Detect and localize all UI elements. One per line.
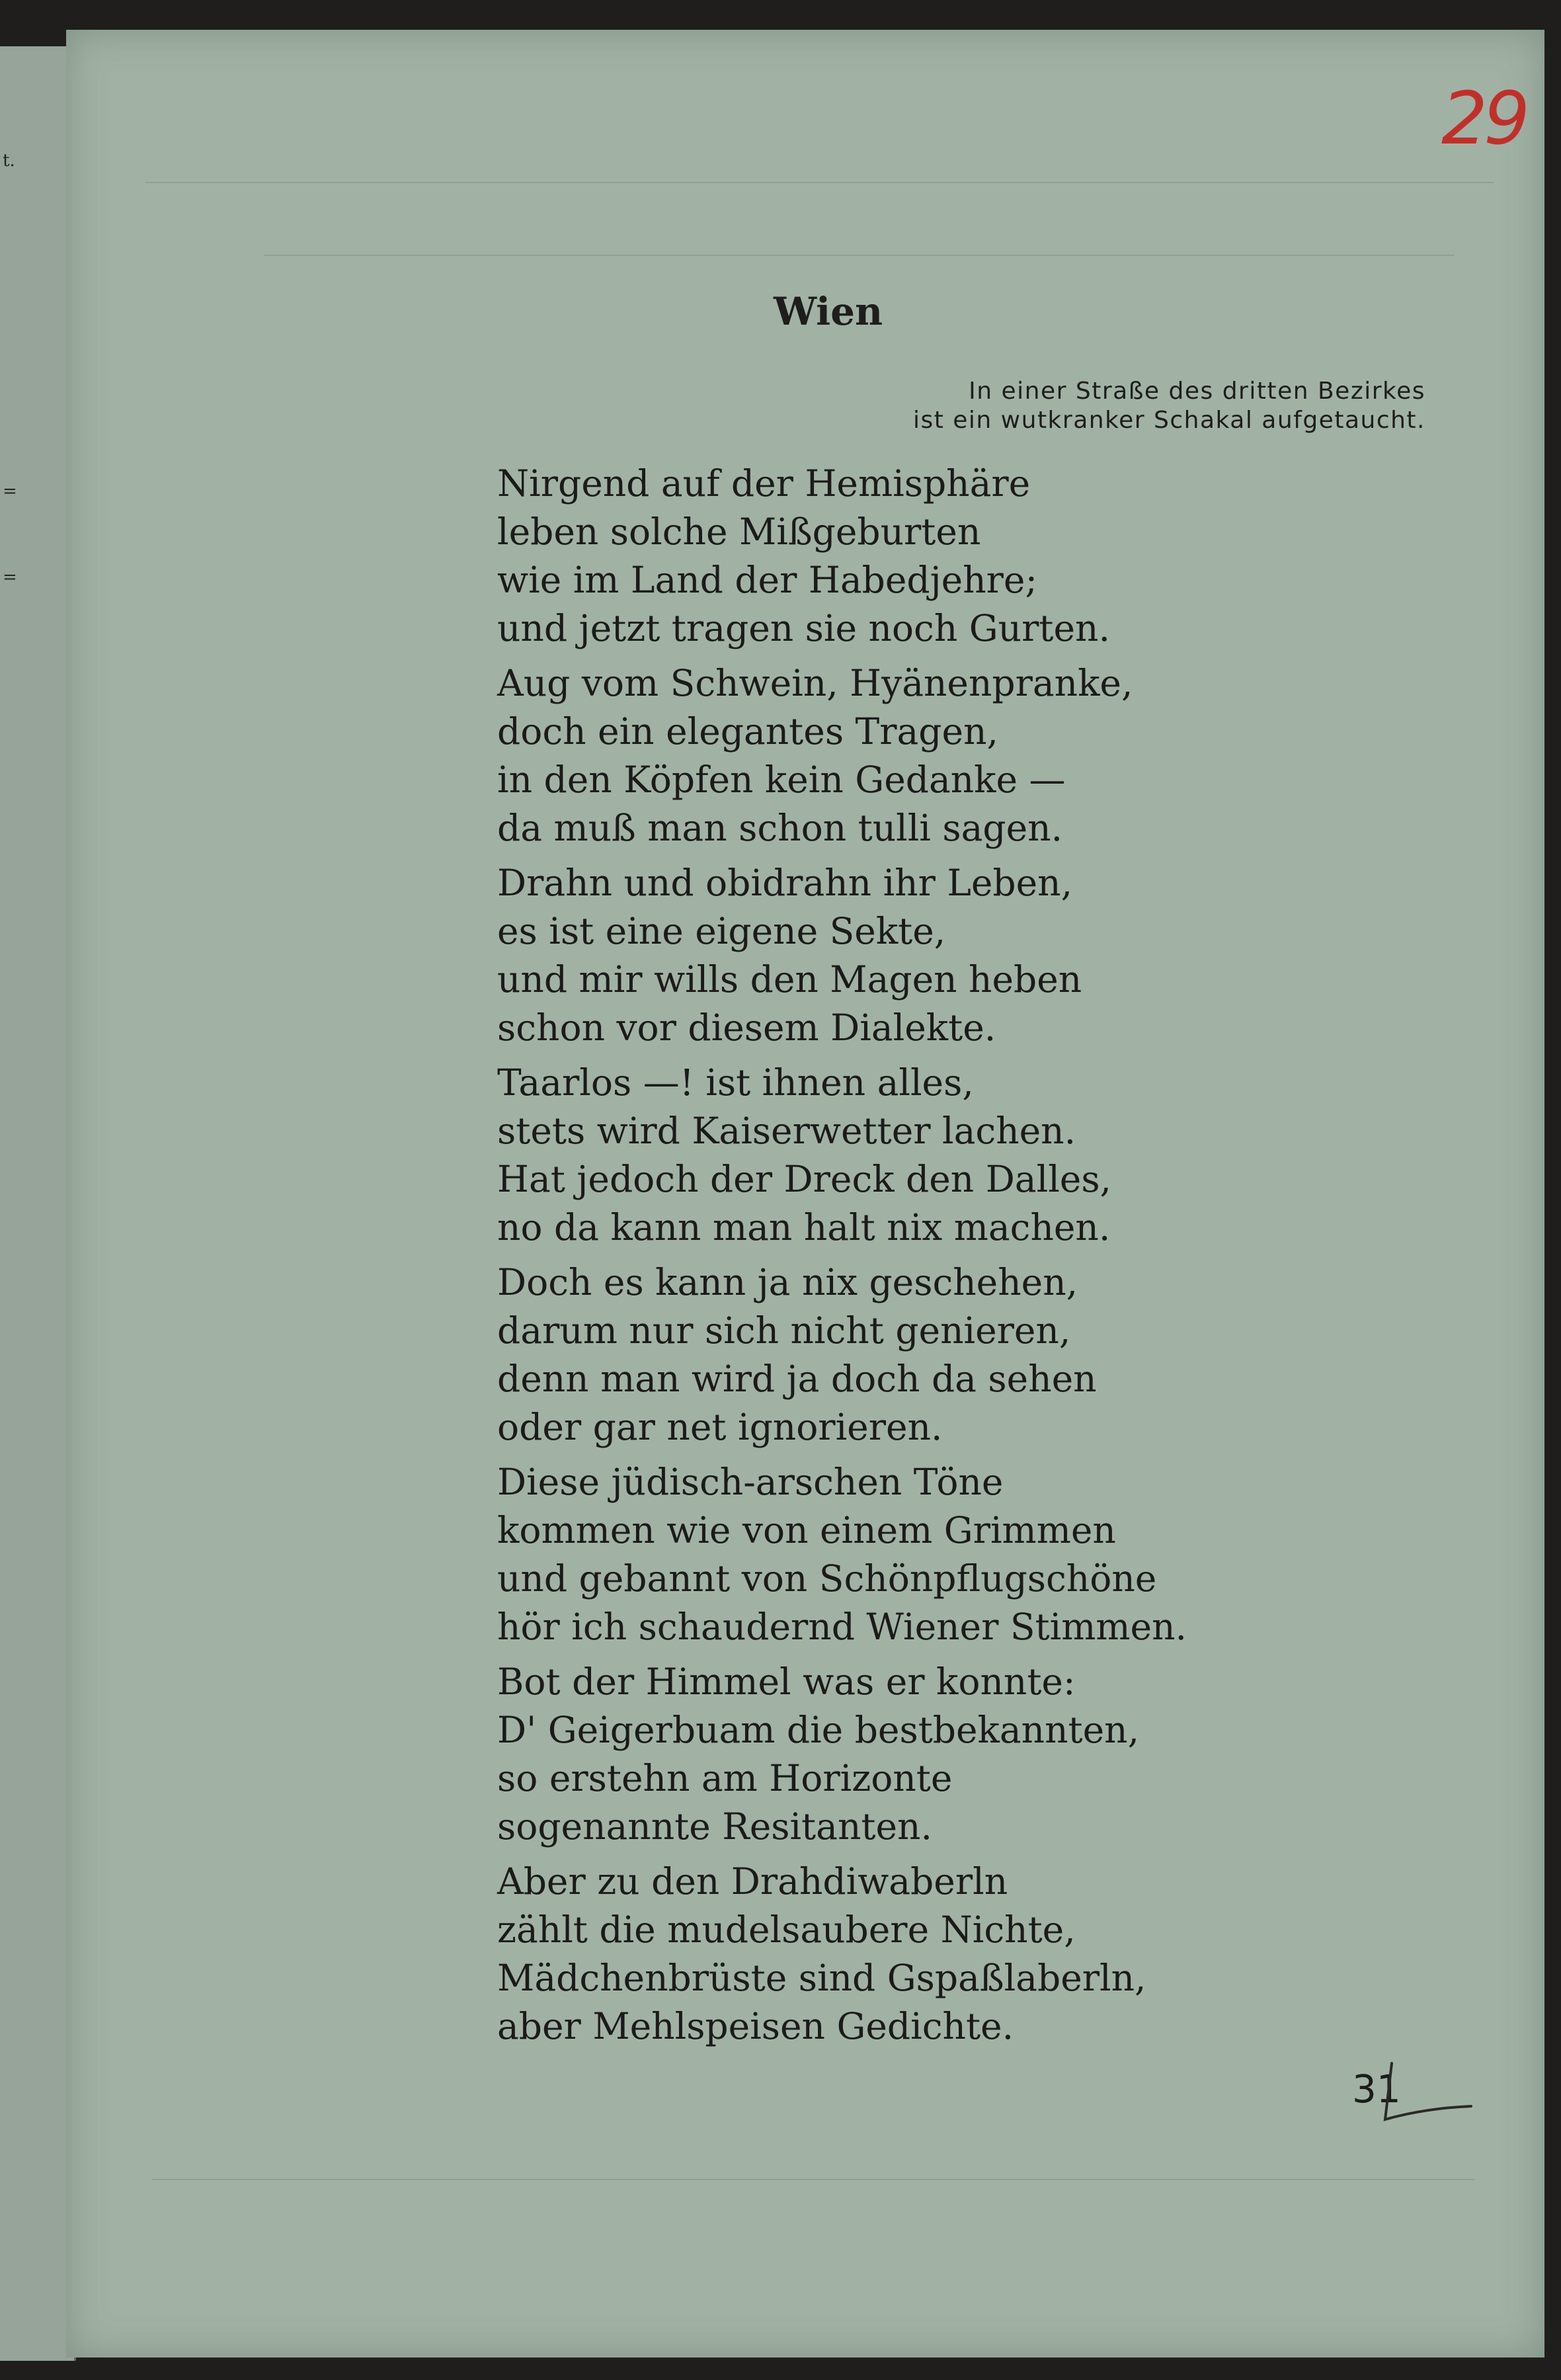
stanza <box>497 1458 1357 1651</box>
verse-line: und jetzt tragen sie noch Gurten. <box>497 607 1110 649</box>
verse-line: wie im Land der Habedjehre; <box>497 559 1037 601</box>
verse-line: sogenannte Resitanten. <box>497 1805 932 1848</box>
verse-line: Hat jedoch der Dreck den Dalles, <box>497 1158 1112 1200</box>
verse-line: schon vor diesem Dialekte. <box>497 1006 996 1049</box>
show-through-rule <box>264 255 1455 256</box>
dedication-line: In einer Straße des dritten Bezirkes <box>969 378 1425 405</box>
handwritten-folio-number: 29 <box>1441 76 1526 161</box>
verse-line: in den Köpfen kein Gedanke — <box>497 759 1066 801</box>
verse-line: kommen wie von einem Grimmen <box>497 1509 1116 1551</box>
verse-line: Nirgend auf der Hemisphäre <box>497 462 1031 505</box>
verse-line: hör ich schaudernd Wiener Stimmen. <box>497 1606 1187 1648</box>
page-number: 31 <box>1352 2067 1401 2112</box>
show-through-rule <box>145 182 1494 183</box>
verse-line: zählt die mudelsaubere Nichte, <box>497 1908 1076 1951</box>
verse-line: aber Mehlspeisen Gedichte. <box>497 2005 1014 2047</box>
verse-line: Aber zu den Drahdiwaberln <box>497 1860 1008 1903</box>
verse-line: Bot der Himmel was er konnte: <box>497 1661 1076 1703</box>
verse-line: Drahn und obidrahn ihr Leben, <box>497 862 1073 904</box>
margin-mark: = <box>3 567 17 587</box>
stanza <box>497 1258 1357 1452</box>
book-page <box>66 30 1544 2358</box>
verse-line: Doch es kann ja nix geschehen, <box>497 1261 1078 1303</box>
pencil-annotation-stroke <box>1365 2057 1478 2129</box>
previous-page-edge <box>0 46 76 2361</box>
verse-line: darum nur sich nicht genieren, <box>497 1309 1071 1352</box>
poem-body <box>497 460 1357 2057</box>
verse-line: D' Geigerbuam die bestbekannten, <box>497 1709 1140 1751</box>
poem-dedication <box>913 377 1425 435</box>
stanza <box>497 1858 1357 2051</box>
verse-line: denn man wird ja doch da sehen <box>497 1358 1097 1400</box>
poem-title: Wien <box>774 289 883 334</box>
verse-line: Mädchenbrüste sind Gspaßlaberln, <box>497 1957 1146 1999</box>
verse-line: doch ein elegantes Tragen, <box>497 710 998 753</box>
verse-line: so erstehn am Horizonte <box>497 1757 953 1799</box>
stanza <box>497 460 1357 653</box>
dedication-line: ist ein wutkranker Schakal aufgetaucht. <box>912 407 1425 434</box>
stanza <box>497 859 1357 1052</box>
verse-line: es ist eine eigene Sekte, <box>497 910 946 952</box>
stanza <box>497 659 1357 852</box>
verse-line: stets wird Kaiserwetter lachen. <box>497 1110 1076 1152</box>
verse-line: Diese jüdisch-arschen Töne <box>497 1461 1004 1503</box>
verse-line: und gebannt von Schönpflugschöne <box>497 1557 1157 1600</box>
verse-line: und mir wills den Magen heben <box>497 958 1082 1001</box>
verse-line: leben solche Mißgeburten <box>497 511 981 553</box>
verse-line: no da kann man halt nix machen. <box>497 1206 1111 1249</box>
show-through-rule <box>152 2179 1474 2180</box>
verse-line: da muß man schon tulli sagen. <box>497 807 1063 849</box>
margin-mark: = <box>3 481 17 501</box>
margin-mark: t. <box>3 151 15 171</box>
verse-line: Aug vom Schwein, Hyänenpranke, <box>497 662 1133 704</box>
stanza <box>497 1658 1357 1851</box>
verse-line: Taarlos —! ist ihnen alles, <box>497 1061 974 1104</box>
verse-line: oder gar net ignorieren. <box>497 1406 943 1448</box>
stanza <box>497 1059 1357 1252</box>
